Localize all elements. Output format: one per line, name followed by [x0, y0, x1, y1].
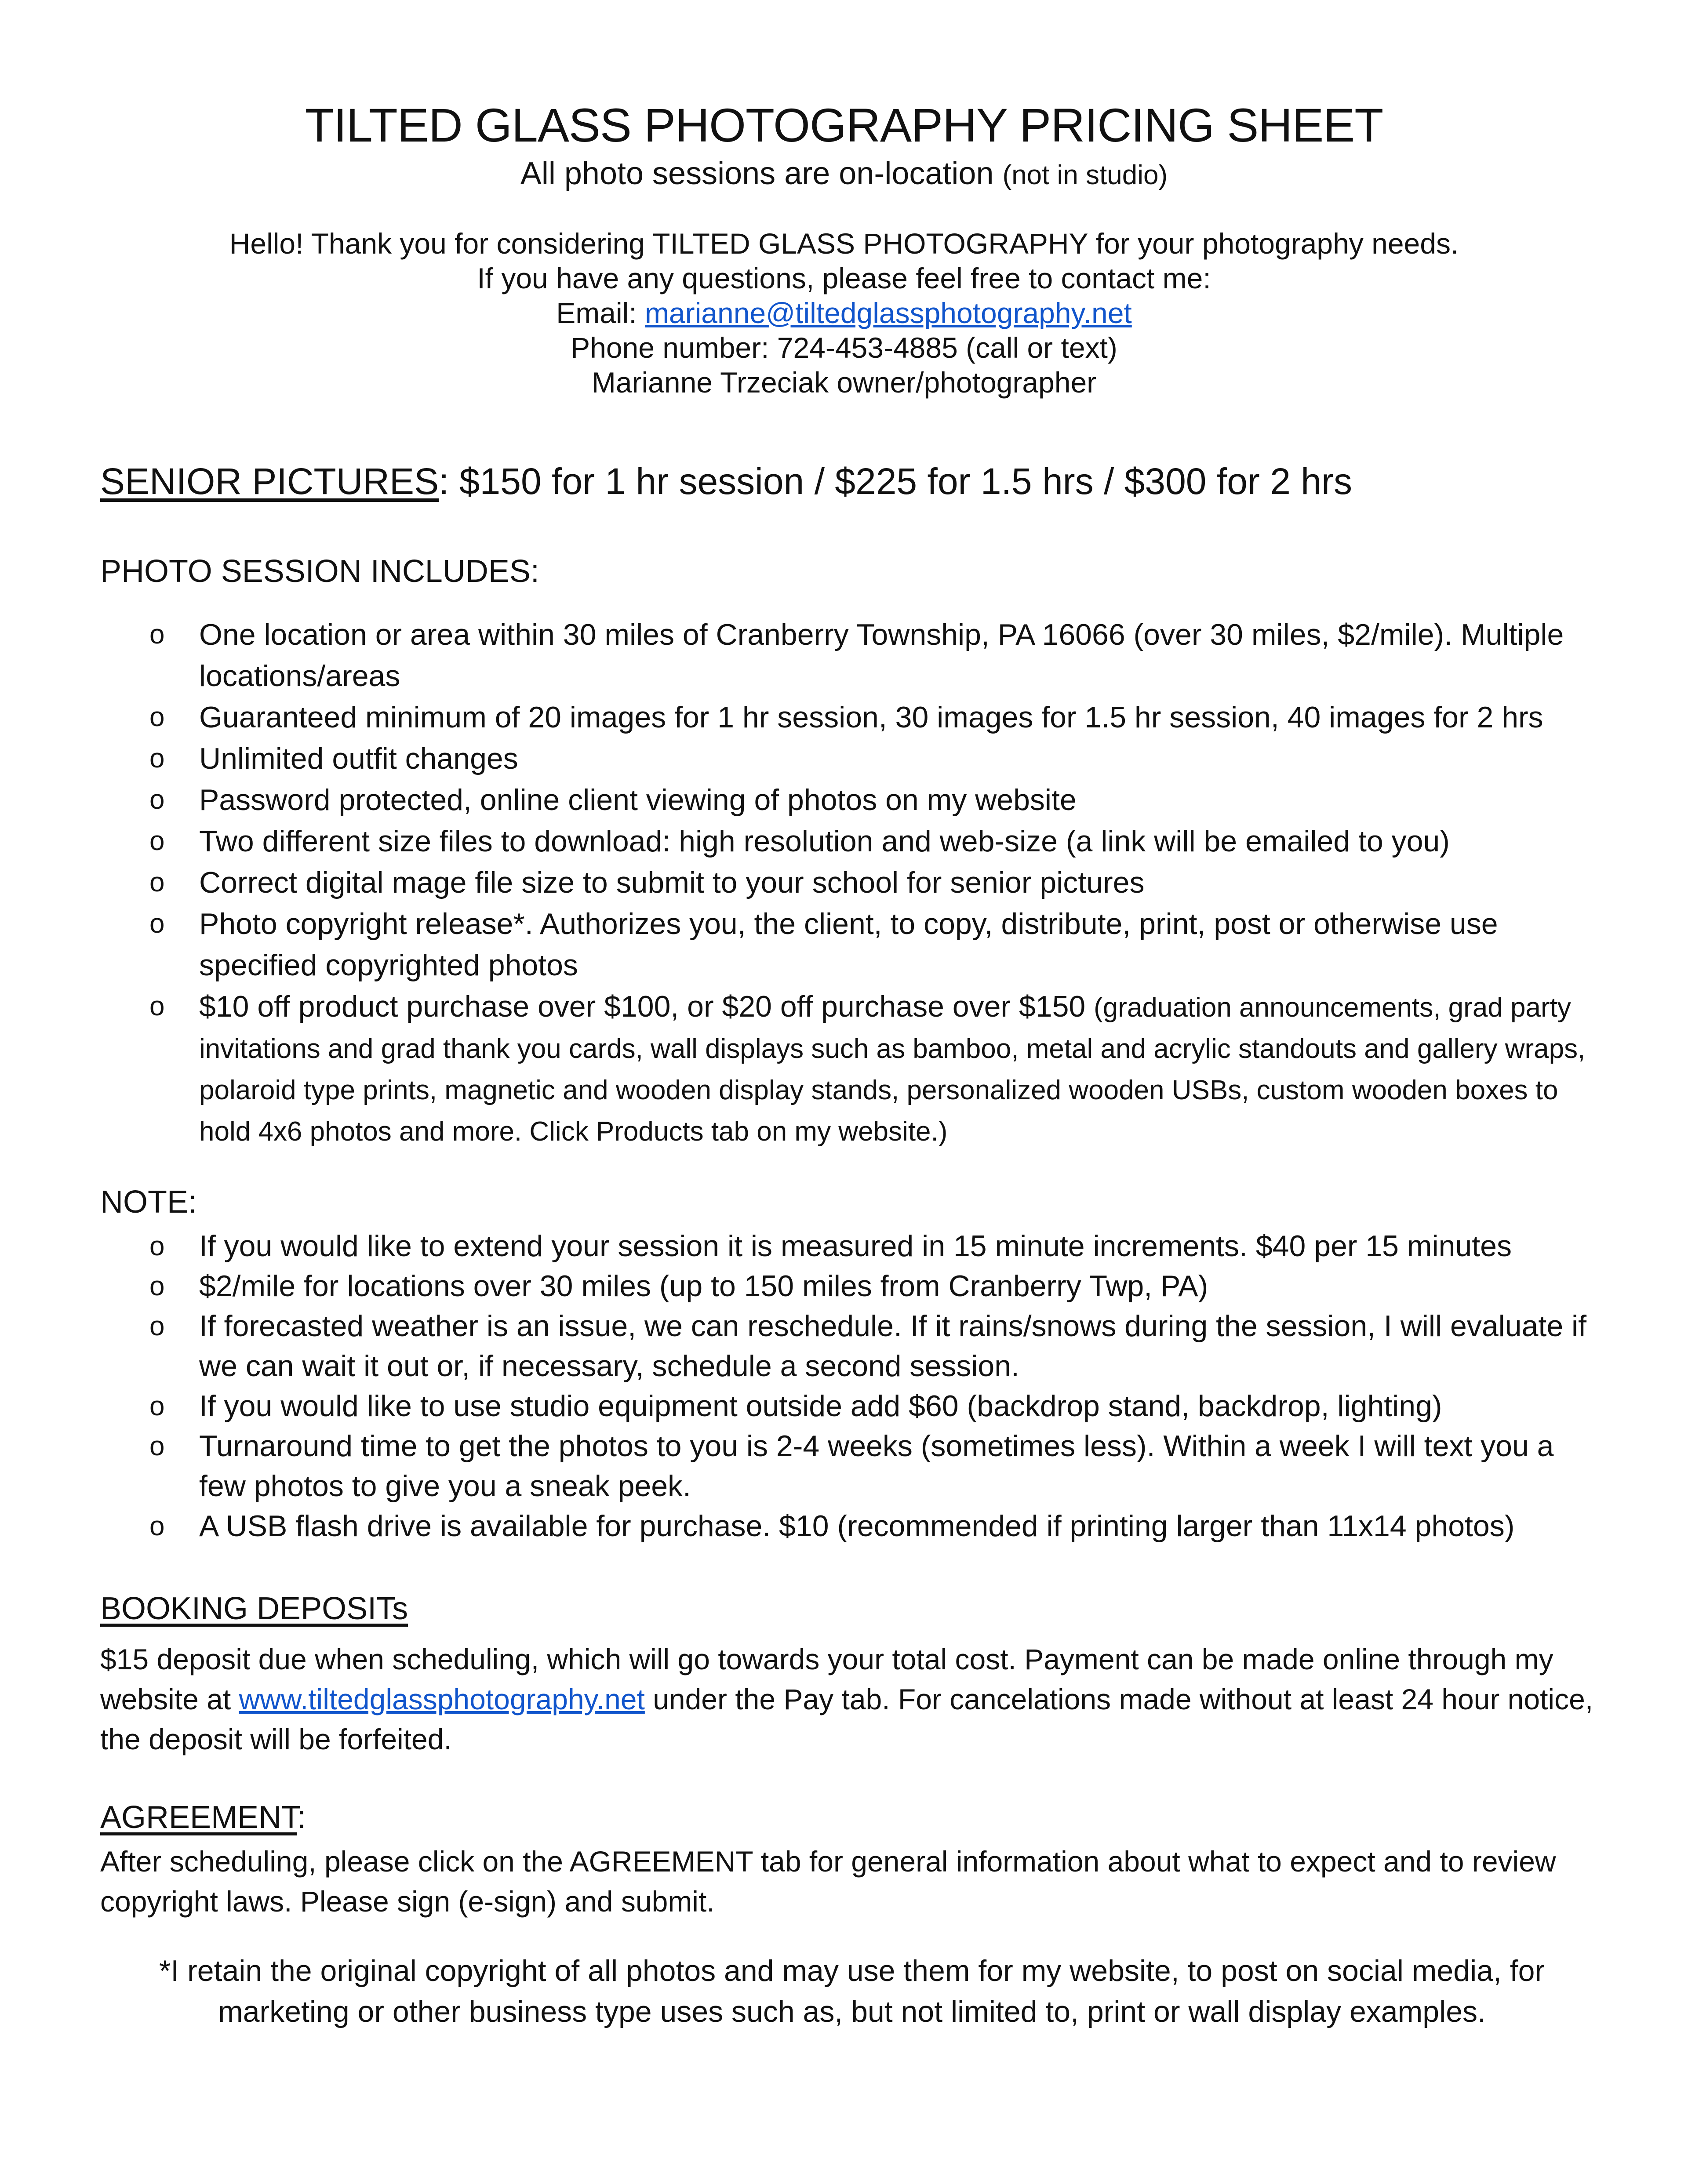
list-item: [100, 1506, 1604, 1546]
bullet-marker: o: [149, 1271, 165, 1301]
bullet-marker: o: [149, 867, 165, 898]
list-item: [100, 614, 1604, 697]
list-item-text: Two different size files to download: high resolution and web-size (a link will be emailed to you): [199, 825, 1450, 858]
bullet-marker: o: [149, 785, 165, 815]
intro-greeting: Hello! Thank you for considering TILTED GLASS PHOTOGRAPHY for your photography needs.: [229, 227, 1459, 260]
list-item: [100, 697, 1604, 738]
bullet-marker: o: [149, 991, 165, 1021]
list-item-text: A USB flash drive is available for purchase. $10 (recommended if printing larger than 11x14 photos): [199, 1509, 1515, 1543]
list-item-text: One location or area within 30 miles of Cranberry Township, PA 16066 (over 30 miles, $2/mile). Multiple locations/areas: [199, 618, 1564, 693]
email-label: Email:: [556, 297, 637, 329]
bullet-marker: o: [149, 1511, 165, 1541]
list-item-text: Guaranteed minimum of 20 images for 1 hr session, 30 images for 1.5 hr session, 40 images for 2 hrs: [199, 701, 1543, 734]
note-list: [100, 1226, 1604, 1546]
list-item-text: Photo copyright release*. Authorizes you, the client, to copy, distribute, print, post or otherwise use specified copyrighted photos: [199, 907, 1498, 982]
list-item-text: If you would like to extend your session it is measured in 15 minute increments. $40 per 15 minutes: [199, 1229, 1512, 1263]
note-heading: NOTE:: [100, 1185, 197, 1220]
bullet-marker: o: [149, 1431, 165, 1461]
list-item: [100, 1426, 1604, 1506]
list-item-text: $10 off product purchase over $100, or $20 off purchase over $150: [199, 990, 1086, 1023]
bullet-marker: o: [149, 908, 165, 939]
bullet-marker: o: [149, 702, 165, 732]
booking-text: [100, 1639, 1604, 1759]
agreement-text: After scheduling, please click on the AGREEMENT tab for general information about what to expect and to review copyright laws. Please sign (e-sign) and submit.: [100, 1845, 1556, 1918]
list-item-detail: (graduation announcements, grad party invitations and grad thank you cards, wall displays such as bamboo, metal and acrylic standouts and gallery wraps, polaroid type prints, magnetic and wooden display stands, personalized wooden USBs, custom wooden boxes to hold 4x6 photos and more. Click Products tab on my website.): [199, 992, 1586, 1147]
intro-contact-prompt: If you have any questions, please feel free to contact me:: [477, 262, 1211, 294]
list-item: [100, 986, 1604, 1151]
subtitle-paren: (not in studio): [1002, 160, 1168, 190]
list-item: [100, 821, 1604, 862]
bullet-marker: o: [149, 1231, 165, 1261]
bullet-marker: o: [149, 1391, 165, 1421]
intro-phone: Phone number: 724-453-4885 (call or text): [571, 331, 1117, 364]
booking-heading: BOOKING DEPOSITs: [100, 1591, 408, 1626]
list-item-text: $2/mile for locations over 30 miles (up to 150 miles from Cranberry Twp, PA): [199, 1269, 1208, 1303]
list-item-text: Correct digital mage file size to submit to your school for senior pictures: [199, 866, 1145, 899]
list-item: [100, 1306, 1604, 1386]
page-title: TILTED GLASS PHOTOGRAPHY PRICING SHEET: [305, 98, 1383, 152]
intro-block: [0, 226, 1688, 400]
booking-text-before: $15 deposit due when scheduling, which will go towards your total cost. Payment can be made online through my website at: [100, 1643, 1553, 1715]
senior-label: SENIOR PICTURES: [100, 461, 439, 502]
page-subtitle: [0, 154, 1688, 195]
agreement-label: AGREEMENT: [100, 1800, 298, 1835]
list-item: [100, 779, 1604, 821]
agreement-heading: [100, 1798, 306, 1837]
senior-colon: :: [439, 461, 449, 502]
bullet-marker: o: [149, 619, 165, 650]
subtitle-main: All photo sessions are on-location: [520, 156, 994, 191]
list-item: [100, 1386, 1604, 1426]
copyright-footnote: *I retain the original copyright of all photos and may use them for my website, to post on social media, for marketing or other business type uses such as, but not limited to, print or wall display examples.: [159, 1954, 1545, 2028]
website-link[interactable]: www.tiltedglassphotography.net: [239, 1683, 645, 1715]
senior-pictures-pricing: [100, 457, 1352, 505]
list-item-text: Unlimited outfit changes: [199, 742, 518, 775]
bullet-marker: o: [149, 826, 165, 856]
list-item-text: If you would like to use studio equipment outside add $60 (backdrop stand, backdrop, lighting): [199, 1389, 1442, 1423]
agreement-colon: :: [297, 1800, 306, 1835]
intro-owner: Marianne Trzeciak owner/photographer: [591, 366, 1097, 399]
list-item: [100, 738, 1604, 779]
intro-email-line: [0, 296, 1688, 331]
includes-list: [100, 614, 1604, 1151]
bullet-marker: o: [149, 743, 165, 774]
list-item-text: Turnaround time to get the photos to you is 2-4 weeks (sometimes less). Within a week I will text you a few photos to give you a sneak peek.: [199, 1429, 1554, 1503]
includes-heading: PHOTO SESSION INCLUDES:: [100, 554, 539, 589]
list-item: [100, 903, 1604, 986]
list-item-text: Password protected, online client viewing of photos on my website: [199, 783, 1077, 817]
list-item: [100, 1226, 1604, 1266]
booking-text-after: under the Pay tab. For cancelations made without at least 24 hour notice, the deposit will be forfeited.: [100, 1683, 1593, 1755]
email-link[interactable]: marianne@tiltedglassphotography.net: [644, 297, 1132, 329]
bullet-marker: o: [149, 1311, 165, 1341]
list-item-text: If forecasted weather is an issue, we can reschedule. If it rains/snows during the session, I will evaluate if we can wait it out or, if necessary, schedule a second session.: [199, 1309, 1587, 1383]
list-item: [100, 862, 1604, 903]
list-item: [100, 1266, 1604, 1306]
senior-prices: $150 for 1 hr session / $225 for 1.5 hrs / $300 for 2 hrs: [459, 461, 1352, 502]
